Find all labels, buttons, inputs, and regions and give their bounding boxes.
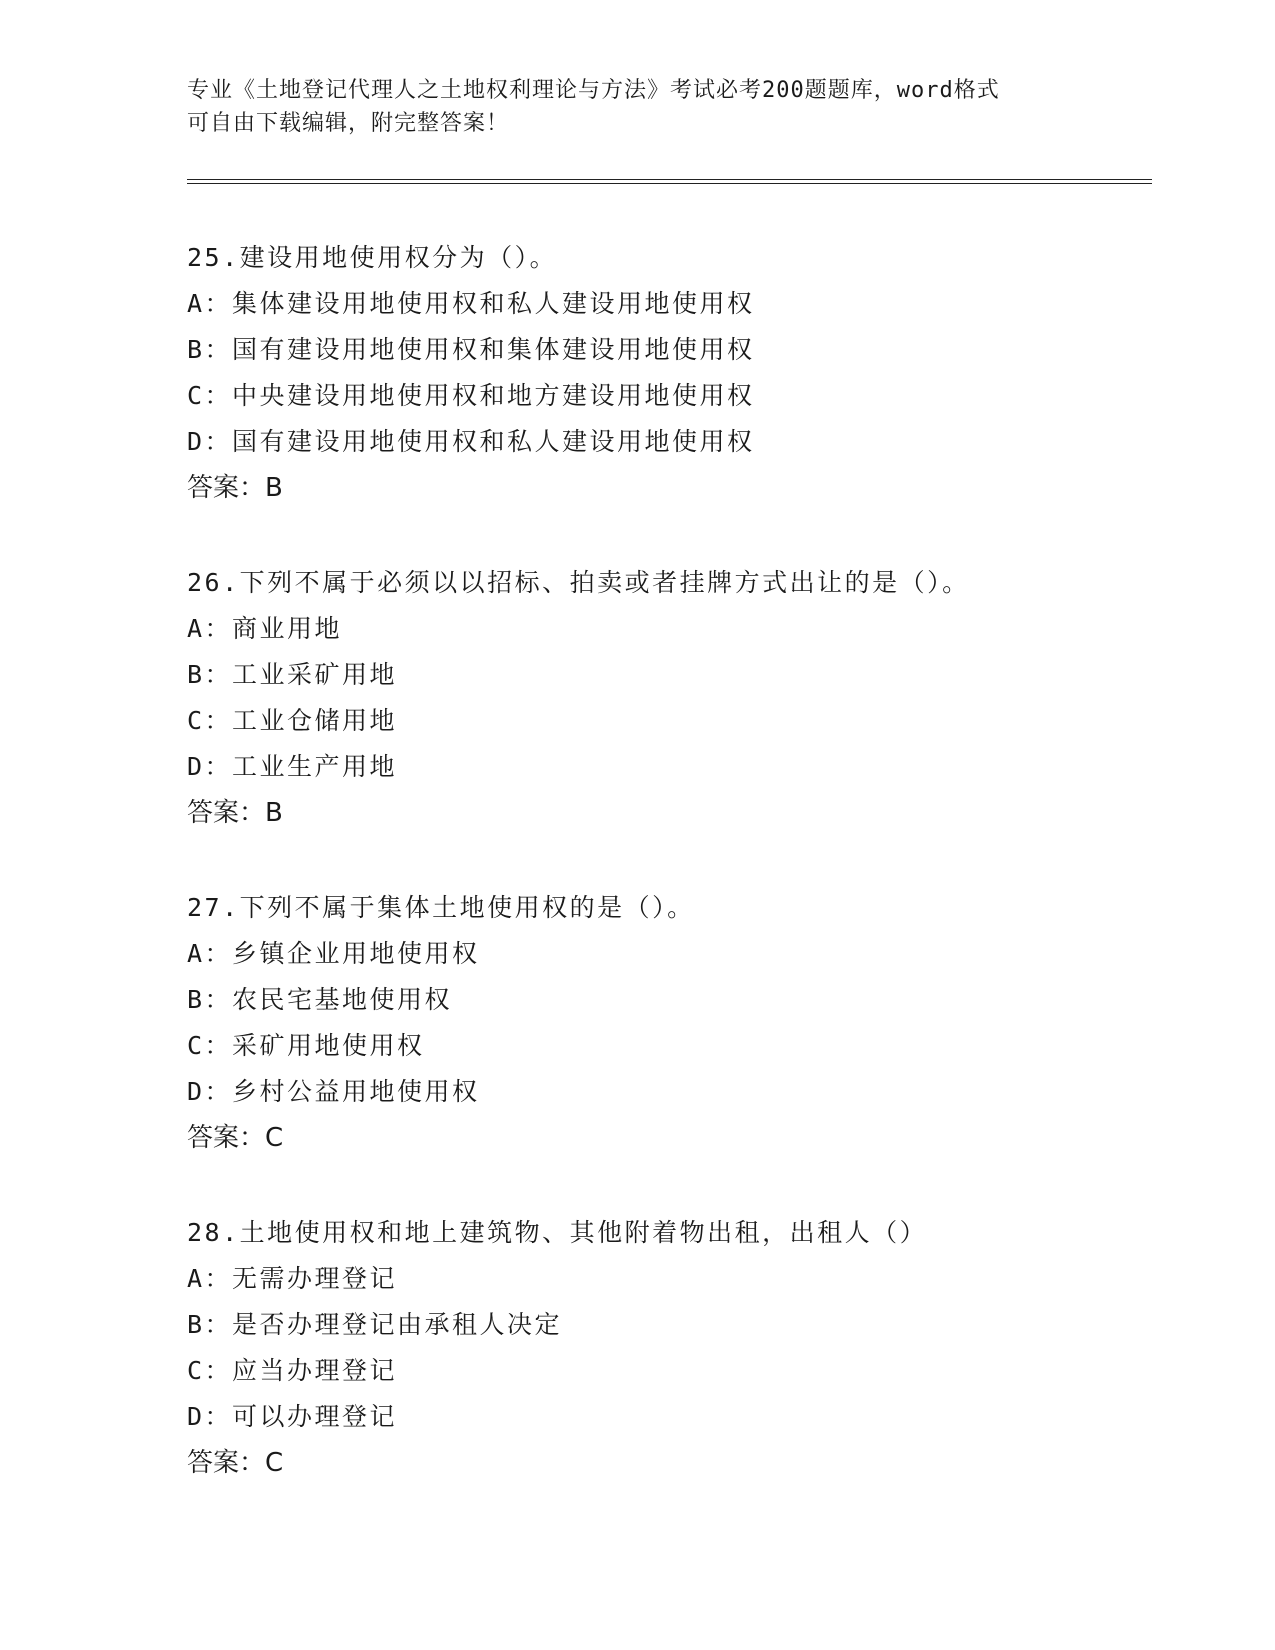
answer-line: 答案：C bbox=[187, 1448, 284, 1478]
option-c: C：工业仓储用地 bbox=[187, 706, 398, 735]
answer-line: 答案：B bbox=[187, 473, 283, 503]
option-d: D：乡村公益用地使用权 bbox=[187, 1077, 480, 1106]
question-list bbox=[187, 235, 1147, 1535]
question-stem: 28.土地使用权和地上建筑物、其他附着物出租，出租人（） bbox=[187, 1218, 928, 1247]
option-a: A：集体建设用地使用权和私人建设用地使用权 bbox=[187, 289, 755, 318]
answer-line: 答案：C bbox=[187, 1123, 284, 1153]
option-a: A：乡镇企业用地使用权 bbox=[187, 939, 480, 968]
option-c: C：采矿用地使用权 bbox=[187, 1031, 425, 1060]
option-d: D：可以办理登记 bbox=[187, 1402, 398, 1431]
header-divider-top bbox=[187, 179, 1152, 180]
header-line-2: 可自由下载编辑，附完整答案！ bbox=[187, 111, 510, 136]
question-stem: 25.建设用地使用权分为（）。 bbox=[187, 243, 558, 272]
question-25 bbox=[187, 235, 1147, 511]
answer-line: 答案：B bbox=[187, 798, 283, 828]
question-26 bbox=[187, 560, 1147, 836]
question-27 bbox=[187, 885, 1147, 1161]
question-28 bbox=[187, 1210, 1147, 1486]
option-a: A：无需办理登记 bbox=[187, 1264, 398, 1293]
option-b: B：农民宅基地使用权 bbox=[187, 985, 453, 1014]
question-stem: 27.下列不属于集体土地使用权的是（）。 bbox=[187, 893, 695, 922]
option-c: C：中央建设用地使用权和地方建设用地使用权 bbox=[187, 381, 755, 410]
header-divider-bottom bbox=[187, 183, 1152, 184]
option-a: A：商业用地 bbox=[187, 614, 343, 643]
option-b: B：工业采矿用地 bbox=[187, 660, 398, 689]
option-d: D：工业生产用地 bbox=[187, 752, 398, 781]
option-d: D：国有建设用地使用权和私人建设用地使用权 bbox=[187, 427, 755, 456]
option-b: B：是否办理登记由承租人决定 bbox=[187, 1310, 563, 1339]
header-line-1: 专业《土地登记代理人之土地权利理论与方法》考试必考200题题库，word格式 bbox=[187, 78, 1000, 103]
option-b: B：国有建设用地使用权和集体建设用地使用权 bbox=[187, 335, 755, 364]
document-header bbox=[187, 74, 1087, 140]
question-stem: 26.下列不属于必须以以招标、拍卖或者挂牌方式出让的是（）。 bbox=[187, 568, 970, 597]
option-c: C：应当办理登记 bbox=[187, 1356, 398, 1385]
